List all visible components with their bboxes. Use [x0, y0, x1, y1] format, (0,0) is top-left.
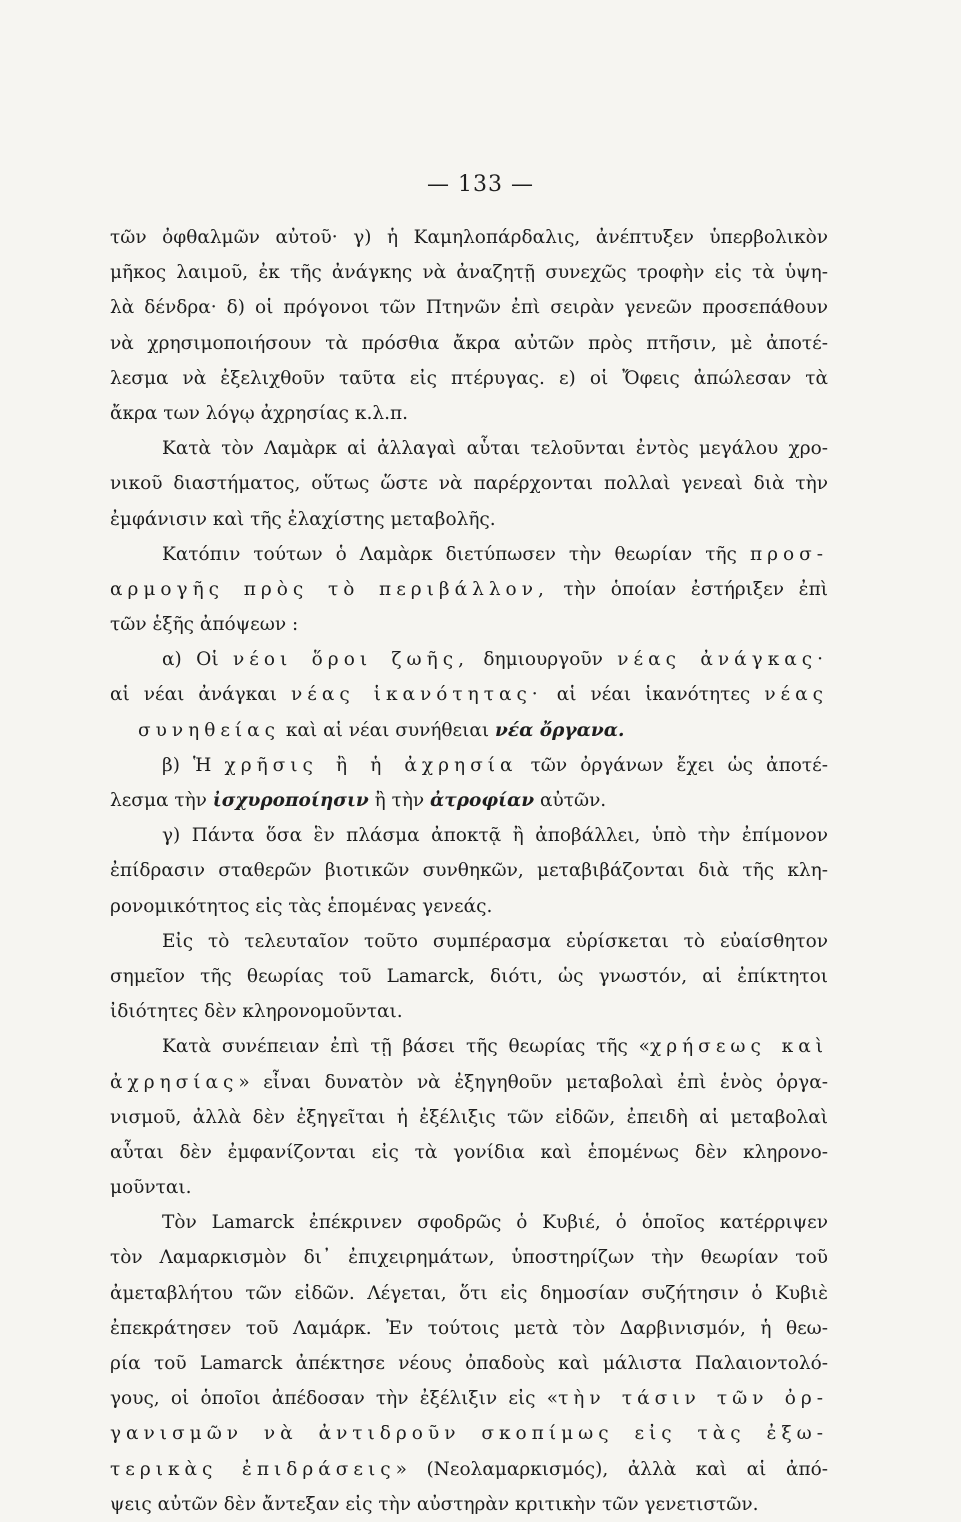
text-line [110, 1100, 828, 1135]
spaced-emphasis-text: νέας ἱκανότητας· [291, 684, 543, 706]
text-segment: ἐπίδρασιν σταθερῶν βιοτικῶν συνθηκῶν, μεταβιβάζονται διὰ τῆς κλη- [110, 860, 828, 882]
text-line [110, 1240, 828, 1275]
spaced-emphasis-text: χρήσεως καὶ [650, 1036, 828, 1058]
text-segment: τῶν ὀργάνων ἔχει ὡς ἀποτέ- [517, 754, 828, 776]
text-segment: σημεῖον τῆς θεωρίας τοῦ Lamarck, διότι, ὡς γνωστόν, αἱ ἐπίκτητοι [110, 965, 828, 987]
text-line [110, 677, 828, 712]
text-line [110, 572, 828, 607]
text-line [110, 361, 828, 396]
text-segment: ἢ τὴν [368, 790, 431, 811]
spaced-emphasis-text: προσ- [749, 543, 828, 565]
text-segment: αἱ νέαι ἀνάγκαι [110, 684, 291, 706]
text-segment: ψεις αὐτῶν δὲν ἄντεξαν εἰς τὴν αὐστηρὰν κριτικὴν τῶν γενετιστῶν. [110, 1493, 759, 1515]
spaced-emphasis-text: τὴν τάσιν τῶν ὀρ- [558, 1388, 828, 1410]
spaced-emphasis-text: συνηθείας [138, 719, 281, 741]
spaced-emphasis-text: ἀχρησίας [110, 1071, 239, 1093]
text-segment: Εἰς τὸ τελευταῖον τοῦτο συμπέρασμα εὑρίσκεται τὸ εὐαίσθητον [162, 930, 828, 952]
text-segment: αἱ νέαι ἱκανότητες [542, 684, 765, 706]
text-line [110, 853, 828, 888]
text-segment: » (Νεολαμαρκισμός), ἀλλὰ καὶ αἱ ἀπό- [395, 1458, 828, 1480]
text-segment: τὴν ὁποίαν ἐστήριξεν ἐπὶ [548, 578, 828, 600]
text-segment: ἐπεκράτησεν τοῦ Λαμάρκ. Ἐν τούτοις μετὰ τὸν Δαρβινισμόν, ἡ θεω- [110, 1317, 828, 1339]
text-line [110, 1205, 828, 1240]
text-segment: μῆκος λαιμοῦ, ἐκ τῆς ἀνάγκης νὰ ἀναζητῇ συνεχῶς τροφὴν εἰς τὰ ὑψη- [110, 262, 828, 284]
text-line [110, 924, 828, 959]
text-line [110, 713, 828, 748]
text-segment: αὐτῶν. [534, 790, 607, 811]
text-line [110, 1276, 828, 1311]
text-line [110, 1346, 828, 1381]
text-line [110, 1311, 828, 1346]
text-segment: λεσμα νὰ ἐξελιχθοῦν ταῦτα εἰς πτέρυγας. ε) οἱ Ὄφεις ἀπώλεσαν τὰ [110, 367, 828, 389]
text-line [110, 1452, 828, 1487]
text-line [110, 431, 828, 466]
text-line [110, 783, 828, 818]
spaced-emphasis-text: νέοι ὅροι ζωῆς, [233, 649, 469, 671]
spaced-emphasis-text: νέας [764, 684, 828, 706]
text-segment: γους, οἱ ὁποῖοι ἀπέδοσαν τὴν ἐξέλιξιν εἰς « [110, 1388, 559, 1410]
text-segment: νικοῦ διαστήματος, οὕτως ὥστε νὰ παρέρχονται πολλαὶ γενεαὶ διὰ τὴν [110, 473, 828, 495]
text-line [110, 502, 828, 537]
text-segment: Τὸν Lamarck ἐπέκρινεν σφοδρῶς ὁ Κυβιέ, ὁ ὁποῖος κατέρριψεν [162, 1212, 828, 1234]
text-line [110, 466, 828, 501]
bold-italic-term: ἰσχυροποίησιν [212, 790, 369, 811]
text-segment: ρονομικότητος εἰς τὰς ἑπομένας γενεάς. [110, 895, 493, 917]
text-line [110, 290, 828, 325]
text-segment: ἀμεταβλήτου τῶν εἰδῶν. Λέγεται, ὅτι εἰς δημοσίαν συζήτησιν ὁ Κυβιὲ [110, 1282, 828, 1304]
text-segment: Κατὰ τὸν Λαμὰρκ αἱ ἀλλαγαὶ αὗται τελοῦνται ἐντὸς μεγάλου χρο- [162, 438, 828, 460]
text-segment: Κατόπιν τούτων ὁ Λαμὰρκ διετύπωσεν τὴν θεωρίαν τῆς [162, 543, 750, 565]
text-segment: Κατὰ συνέπειαν ἐπὶ τῇ βάσει τῆς θεωρίας τῆς « [162, 1036, 651, 1058]
text-line [110, 818, 828, 853]
text-line [110, 748, 828, 783]
spaced-emphasis-text: γανισμῶν νὰ ἀντιδροῦν σκοπίμως εἰς τὰς ἐξω- [110, 1423, 828, 1445]
text-line [110, 1487, 828, 1522]
text-segment: λὰ δένδρα· δ) οἱ πρόγονοι τῶν Πτηνῶν ἐπὶ σειρὰν γενεῶν προσεπάθουν [110, 297, 828, 319]
text-line [110, 1135, 828, 1170]
text-line [110, 326, 828, 361]
text-segment: τὸν Λαμαρκισμὸν δι᾿ ἐπιχειρημάτων, ὑποστηρίζων τὴν θεωρίαν τοῦ [110, 1247, 828, 1269]
text-line [110, 220, 828, 255]
text-segment: αὗται δὲν ἐμφανίζονται εἰς τὰ γονίδια καὶ ἑπομένως δὲν κληρονο- [110, 1141, 828, 1163]
text-line [110, 889, 828, 924]
text-line [110, 994, 828, 1029]
text-segment: ἄκρα των λόγῳ ἀχρησίας κ.λ.π. [110, 402, 409, 424]
text-line [110, 1065, 828, 1100]
text-segment: α) Οἱ [162, 649, 234, 671]
text-segment: τῶν ὀφθαλμῶν αὐτοῦ· γ) ἡ Καμηλοπάρδαλις, ἀνέπτυξεν ὑπερβολικὸν [110, 227, 828, 248]
spaced-emphasis-text: τερικὰς ἐπιδράσεις [110, 1458, 396, 1480]
text-segment: καὶ αἱ νέαι συνήθειαι [280, 719, 496, 741]
text-segment: νὰ χρησιμοποιήσουν τὰ πρόσθια ἄκρα αὐτῶν πρὸς πτῆσιν, μὲ ἀποτέ- [110, 332, 828, 354]
text-line [110, 642, 828, 677]
text-line [110, 1381, 828, 1416]
text-segment: ρία τοῦ Lamarck ἀπέκτησε νέους ὀπαδοὺς καὶ μάλιστα Παλαιοντολό- [110, 1353, 828, 1374]
bold-italic-term: ἀτροφίαν [430, 790, 535, 811]
text-segment: δημιουργοῦν [468, 649, 618, 671]
text-segment: τῶν ἑξῆς ἀπόψεων : [110, 614, 299, 636]
text-line [110, 1029, 828, 1064]
text-line [110, 959, 828, 994]
spaced-emphasis-text: αρμογῆς πρὸς τὸ περιβάλλον, [110, 578, 549, 600]
text-segment: νισμοῦ, ἀλλὰ δὲν ἐξηγεῖται ἡ ἐξέλιξις τῶν εἰδῶν, ἐπειδὴ αἱ μεταβολαὶ [110, 1106, 828, 1128]
page-number: — 133 — [427, 172, 534, 197]
text-segment: ἰδιότητες δὲν κληρονομοῦνται. [110, 1001, 403, 1023]
spaced-emphasis-text: χρῆσις ἢ ἡ ἀχρησία [224, 754, 518, 776]
text-segment: λεσμα τὴν [110, 790, 213, 811]
text-segment: γ) Πάντα ὅσα ἓν πλάσμα ἀποκτᾷ ἢ ἀποβάλλει, ὑπὸ τὴν ἐπίμονον [162, 825, 828, 847]
body-text [110, 220, 828, 1522]
text-segment: μοῦνται. [110, 1177, 192, 1199]
text-line [110, 1170, 828, 1205]
text-line [110, 607, 828, 642]
spaced-emphasis-text: νέας ἀνάγκας· [617, 649, 828, 671]
bold-italic-term: νέα ὄργανα. [495, 719, 625, 741]
text-segment: ἐμφάνισιν καὶ τῆς ἐλαχίστης μεταβολῆς. [110, 508, 496, 530]
text-line [110, 1416, 828, 1451]
text-line [110, 255, 828, 290]
text-line [110, 396, 828, 431]
text-segment: » εἶναι δυνατὸν νὰ ἐξηγηθοῦν μεταβολαὶ ἐπὶ ἑνὸς ὀργα- [238, 1071, 828, 1093]
text-segment: β) Ἡ [162, 754, 225, 776]
text-line [110, 537, 828, 572]
